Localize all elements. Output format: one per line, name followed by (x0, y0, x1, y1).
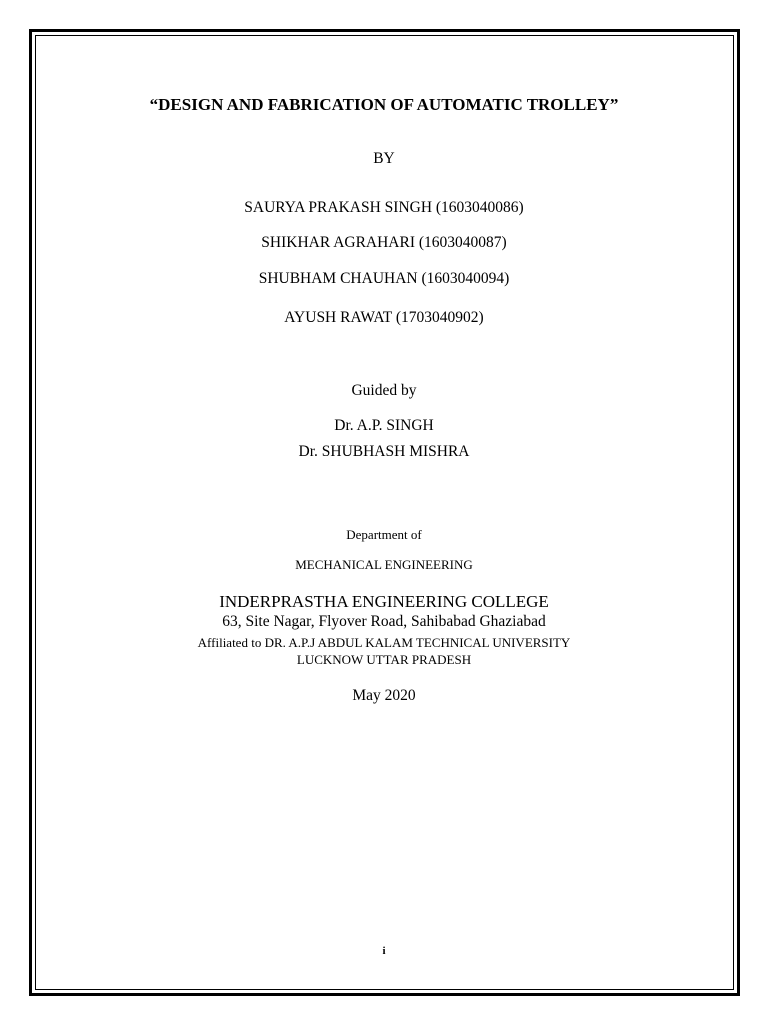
author-line: SHUBHAM CHAUHAN (1603040094) (258, 270, 510, 287)
author-line: AYUSH RAWAT (1703040902) (284, 309, 484, 326)
author-line: SHIKHAR AGRAHARI (1603040087) (261, 234, 507, 251)
college-address: 63, Site Nagar, Flyover Road, Sahibabad Ghaziabad (222, 613, 546, 630)
by-label: BY (373, 150, 395, 167)
submission-date: May 2020 (352, 687, 416, 704)
guided-by-label: Guided by (351, 382, 417, 399)
author-line: SAURYA PRAKASH SINGH (1603040086) (244, 199, 524, 216)
affiliation-line: LUCKNOW UTTAR PRADESH (296, 652, 472, 667)
guide-name: Dr. SHUBHASH MISHRA (298, 443, 470, 460)
document-title: “DESIGN AND FABRICATION OF AUTOMATIC TROLLEY” (149, 95, 619, 114)
affiliation-line: Affiliated to DR. A.P.J ABDUL KALAM TECHNICAL UNIVERSITY (197, 635, 571, 650)
college-name: INDERPRASTHA ENGINEERING COLLEGE (219, 592, 549, 611)
guide-name: Dr. A.P. SINGH (334, 417, 434, 434)
page-number: i (382, 945, 386, 957)
page-border-inner (35, 35, 734, 990)
department-label: Department of (346, 527, 422, 542)
department-name: MECHANICAL ENGINEERING (295, 557, 473, 572)
